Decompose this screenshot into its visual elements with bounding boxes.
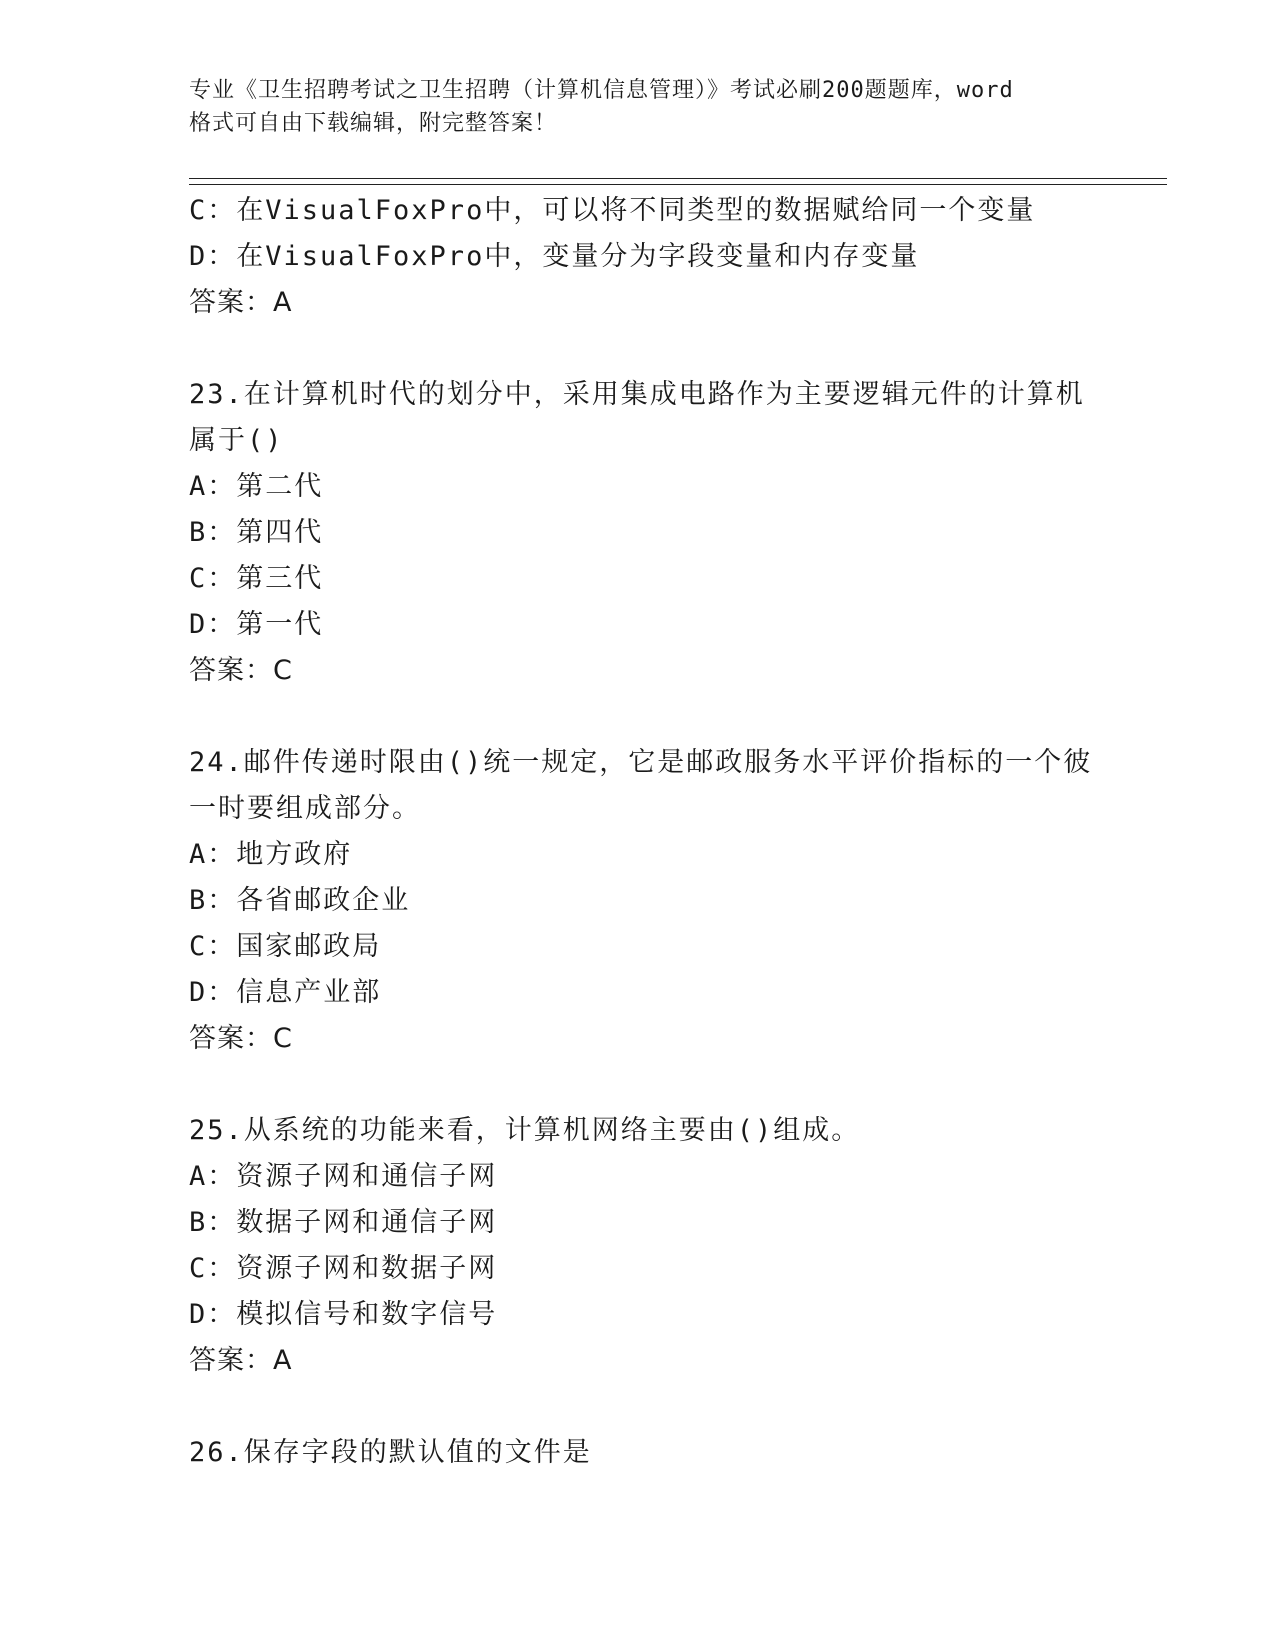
option-c: C：在VisualFoxPro中，可以将不同类型的数据赋给同一个变量 xyxy=(189,195,1036,226)
header-divider-bottom xyxy=(189,184,1167,185)
option-c: C：资源子网和数据子网 xyxy=(189,1253,498,1284)
option-b: B：数据子网和通信子网 xyxy=(189,1207,498,1238)
option-d: D：信息产业部 xyxy=(189,977,382,1008)
spacer xyxy=(189,326,1089,372)
answer: 答案：A xyxy=(189,1345,293,1376)
option-a: A：第二代 xyxy=(189,471,324,502)
option-a: A：资源子网和通信子网 xyxy=(189,1161,498,1192)
question-list xyxy=(189,188,1093,1476)
spacer xyxy=(189,1062,1089,1108)
spacer xyxy=(189,694,1089,740)
option-c: C：国家邮政局 xyxy=(189,931,382,962)
question-26 xyxy=(189,1430,1089,1476)
question-text: 23.在计算机时代的划分中，采用集成电路作为主要逻辑元件的计算机 xyxy=(189,379,1085,410)
header-title-line-1: 专业《卫生招聘考试之卫生招聘（计算机信息管理）》考试必刷200题题库，word xyxy=(189,78,1014,103)
answer: 答案：C xyxy=(189,655,293,686)
question-24 xyxy=(189,740,1093,1062)
header-title-line-2: 格式可自由下载编辑，附完整答案！ xyxy=(189,111,558,136)
question-text: 24.邮件传递时限由()统一规定，它是邮政服务水平评价指标的一个彼 xyxy=(189,747,1093,778)
question-22 xyxy=(189,188,1089,326)
answer: 答案：A xyxy=(189,287,293,318)
option-d: D：模拟信号和数字信号 xyxy=(189,1299,498,1330)
option-d: D：在VisualFoxPro中，变量分为字段变量和内存变量 xyxy=(189,241,920,272)
option-d: D：第一代 xyxy=(189,609,324,640)
option-b: B：各省邮政企业 xyxy=(189,885,411,916)
header-divider-top xyxy=(189,178,1167,179)
option-c: C：第三代 xyxy=(189,563,324,594)
answer: 答案：C xyxy=(189,1023,293,1054)
question-text: 25.从系统的功能来看，计算机网络主要由()组成。 xyxy=(189,1115,861,1146)
option-b: B：第四代 xyxy=(189,517,324,548)
document-header xyxy=(189,74,1089,140)
question-25 xyxy=(189,1108,1089,1384)
question-text: 26.保存字段的默认值的文件是 xyxy=(189,1437,592,1468)
question-text-continued: 一时要组成部分。 xyxy=(189,793,421,824)
question-text-continued: 属于() xyxy=(189,425,284,456)
spacer xyxy=(189,1384,1089,1430)
option-a: A：地方政府 xyxy=(189,839,353,870)
question-23 xyxy=(189,372,1089,694)
